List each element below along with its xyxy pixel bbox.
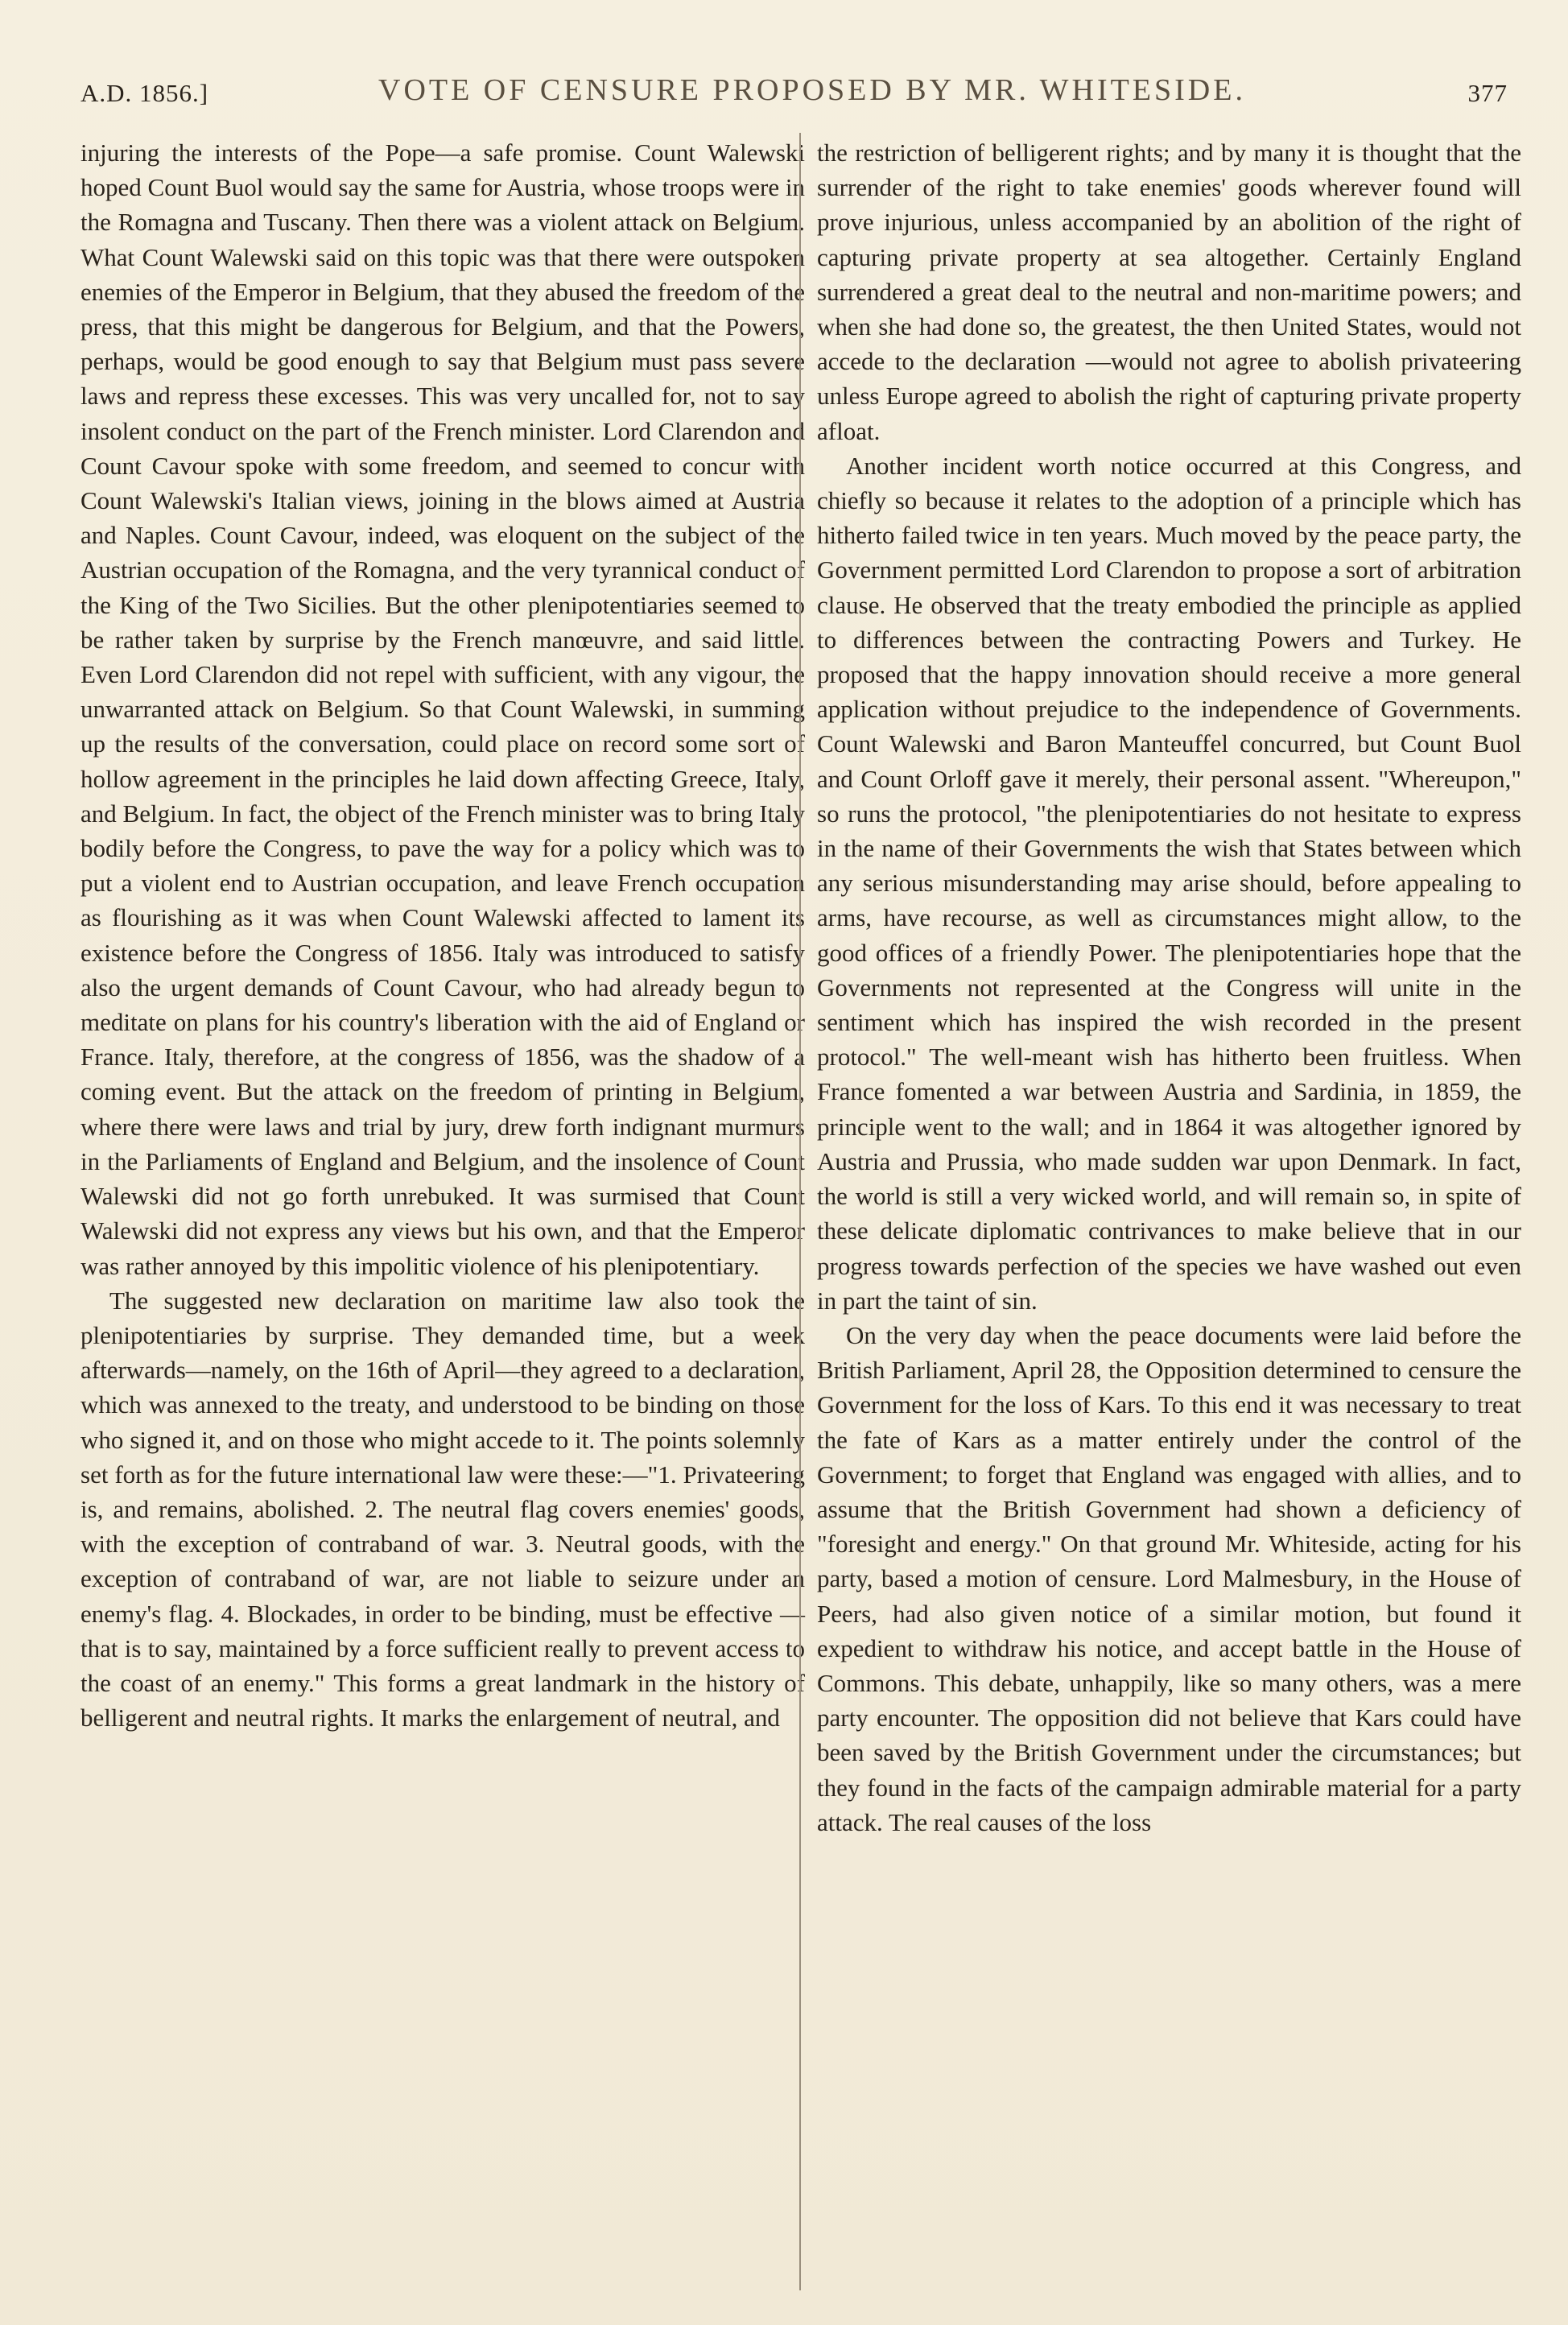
paragraph: injuring the interests of the Pope—a safe promise. Count Walewski hoped Count Buol would say the same for Austria, whose troops were in the Romagna and Tuscany. Then there was a violent attack on Belgium. What Count Walewski said on this topic was that there were outspoken enemies of the Emperor in Belgium, that they abused the freedom of the press, that this might be dangerous for Belgium, and that the Powers, perhaps, would be good enough to say that Belgium must pass severe laws and repress these excesses. This was very uncalled for, not to say insolent conduct on the part of the French minister. Lord Clarendon and Count Cavour spoke with some freedom, and seemed to concur with Count Walewski's Italian views, joining in the blows aimed at Austria and Naples. Count Cavour, indeed, was eloquent on the subject of the Austrian occupation of the Romagna, and the very tyrannical conduct of the King of the Two Sicilies. But the other plenipotentiaries seemed to be rather taken by surprise by the French manœuvre, and said little. Even Lord Clarendon did not repel with sufficient, with any vigour, the unwarranted attack on Belgium. So that Count Walewski, in summing up the results of the conversation, could place on record some sort of hollow agreement in the principles he laid down affecting Greece, Italy, and Belgium. In fact, the object of the French minister was to bring Italy bodily before the Congress, to pave the way for a policy which was to put a violent end to Austrian occupation, and leave French occupation as flourishing as it was when Count Walewski affected to lament its existence before the Congress of 1856. Italy was introduced to satisfy also the urgent demands of Count Cavour, who had already begun to meditate on plans for his country's liberation with the aid of England or France. Italy, therefore, at the congress of 1856, was the shadow of a coming event. But the attack on the freedom of printing in Belgium, where there were laws and trial by jury, drew forth indignant murmurs in the Parliaments of England and Belgium, and the insolence of Count Walewski did not go forth unrebuked. It was surmised that Count Walewski did not express any views but his own, and that the Emperor was rather annoyed by this impolitic violence of his plenipotentiary.	[80, 138, 805, 1280]
paragraph: Another incident worth notice occurred at this Congress, and chiefly so because it relates to the adoption of a principle which has hitherto failed twice in ten years. Much moved by the peace party, the Government permitted Lord Clarendon to propose a sort of arbitration clause. He observed that the treaty embodied the principle as applied to differences between the contracting Powers and Turkey. He proposed that the happy innovation should receive a more general application without prejudice to the independence of Governments. Count Walewski and Baron Manteuffel concurred, but Count Buol and Count Orloff gave it merely, their personal assent. "Whereupon," so runs the protocol, "the plenipotentiaries do not hesitate to express in the name of their Governments the wish that States between which any serious misunderstanding may arise should, before appealing to arms, have recourse, as well as circumstances might allow, to the good offices of a friendly Power. The plenipotentiaries hope that the Governments not represented at the Congress will unite in the sentiment which has inspired the wish recorded in the present protocol." The well-meant wish has hitherto been fruitless. When France fomented a war between Austria and Sardinia, in 1859, the principle went to the wall; and in 1864 it was altogether ignored by Austria and Prussia, who made sudden war upon Denmark. In fact, the world is still a very wicked world, and will remain so, in spite of these delicate diplomatic contrivances to make believe that in our progress towards perfection of the species we have washed out even in part the taint of sin.	[817, 451, 1521, 1315]
paragraph: On the very day when the peace documents were laid before the British Parliament, April 28, the Opposition determined to censure the Government for the loss of Kars. To this end it was necessary to treat the fate of Kars as a matter entirely under the control of the Government; to forget that England was engaged with allies, and to assume that the British Government had shown a deficiency of "foresight and energy." On that ground Mr. Whiteside, acting for his party, based a motion of censure. Lord Malmesbury, in the House of Peers, had also given notice of a similar motion, but found it expedient to withdraw his notice, and accept battle in the House of Commons. This debate, unhappily, like so many others, was a mere party encounter. The opposition did not believe that Kars could have been saved by the British Government under the circumstances; but they found in the facts of the campaign admirable material for a party attack. The real causes of the loss	[817, 1320, 1521, 1836]
page-number: 377	[1467, 79, 1508, 107]
left-column	[80, 135, 805, 1735]
paragraph: The suggested new declaration on maritime law also took the plenipotentiaries by surprise. They demanded time, but a week afterwards—namely, on the 16th of April—they agreed to a declaration, which was annexed to the treaty, and understood to be binding on those who signed it, and on those who might accede to it. The points solemnly set forth as for the future international law were these:—"1. Privateering is, and remains, abolished. 2. The neutral flag covers enemies' goods, with the exception of contraband of war. 3. Neutral goods, with the exception of contraband of war, are not liable to seizure under an enemy's flag. 4. Blockades, in order to be binding, must be effective —that is to say, maintained by a force sufficient really to prevent access to the coast of an enemy." This forms a great landmark in the history of belligerent and neutral rights. It marks the enlargement of neutral, and	[80, 1286, 805, 1732]
running-head	[80, 72, 1508, 113]
right-column	[817, 135, 1521, 1840]
paragraph: the restriction of belligerent rights; and by many it is thought that the surrender of the right to take enemies' goods wherever found will prove injurious, unless accompanied by an abolition of the right of capturing private property at sea altogether. Certainly England surrendered a great deal to the neutral and non-maritime powers; and when she had done so, the greatest, the then United States, would not accede to the declaration —would not agree to abolish privateering unless Europe agreed to abolish the right of capturing private property afloat.	[817, 138, 1521, 445]
column-divider	[799, 133, 801, 2290]
header-date: A.D. 1856.]	[80, 79, 209, 107]
header-title: VOTE OF CENSURE PROPOSED BY MR. WHITESIDE.	[378, 73, 1246, 107]
